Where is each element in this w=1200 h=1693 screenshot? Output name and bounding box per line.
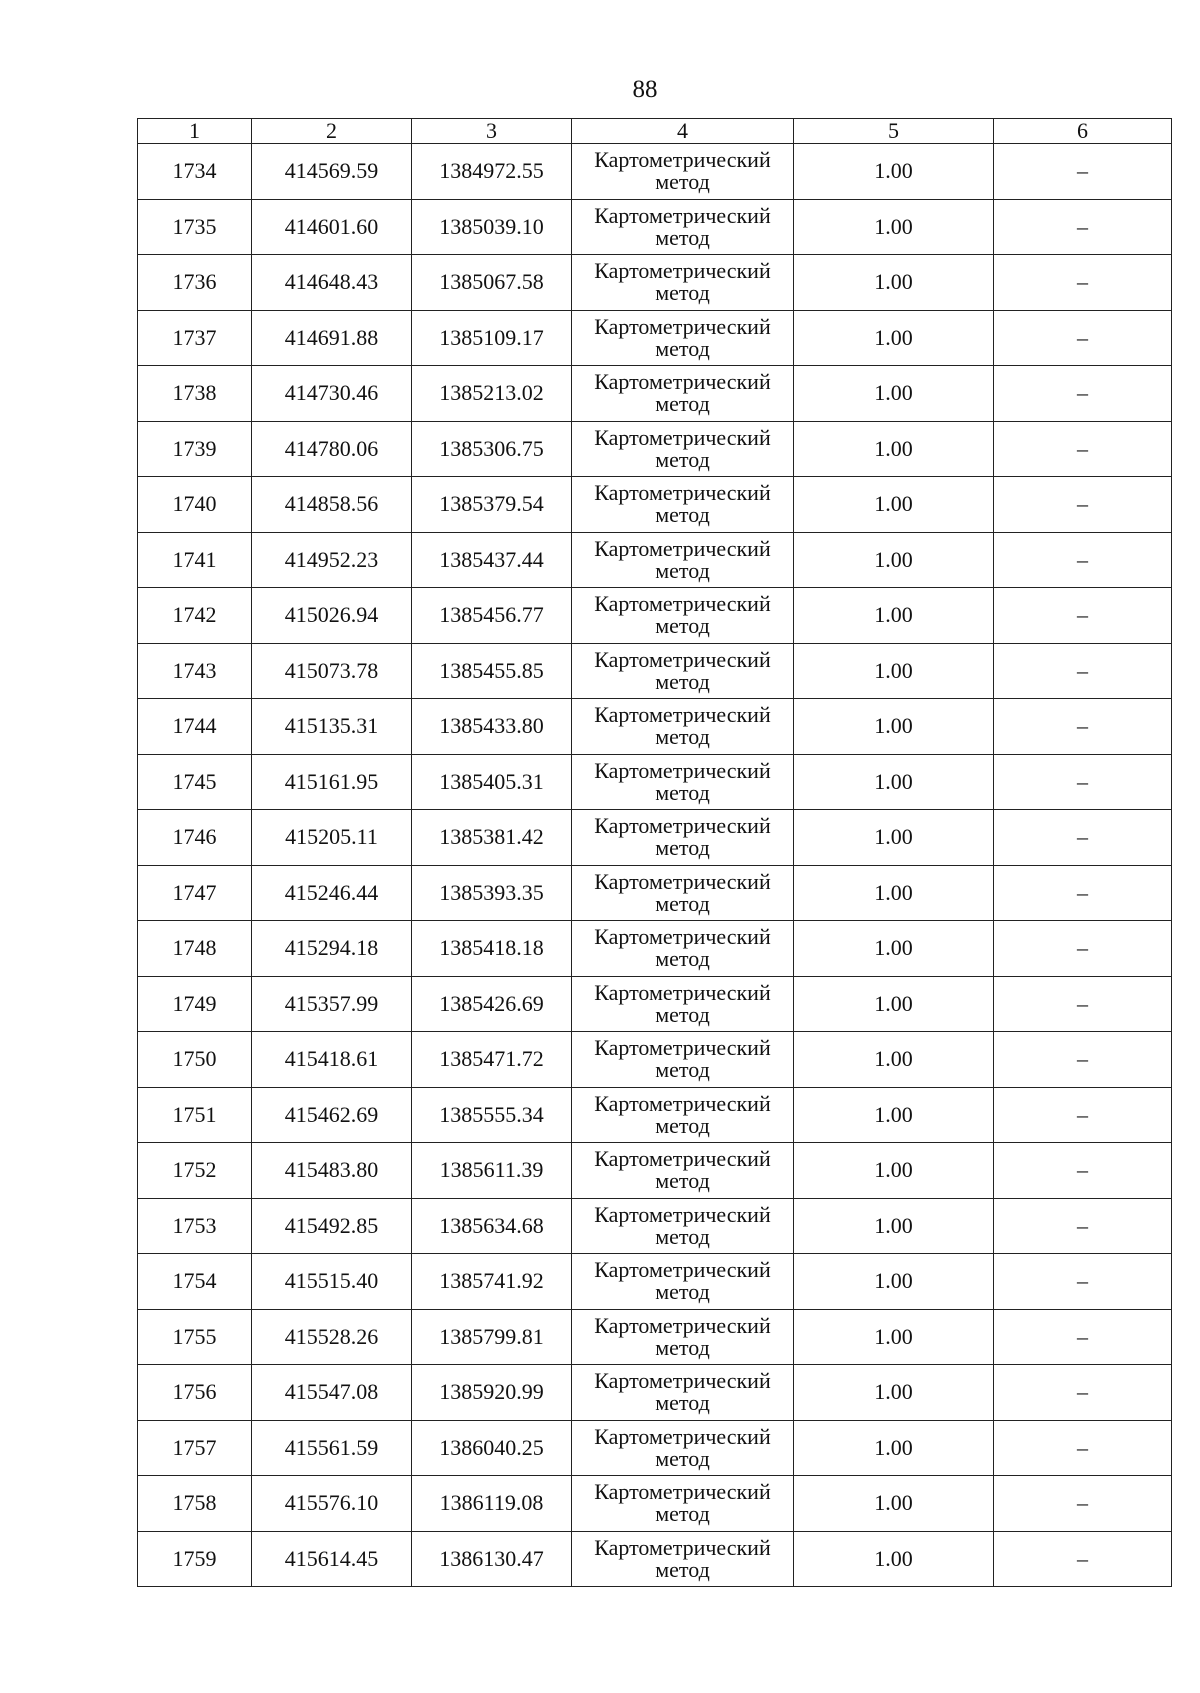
method-text-line2: метод (655, 1334, 710, 1360)
method-cell (572, 810, 794, 866)
point-number-cell: 1735 (138, 199, 252, 255)
method-text-line2: метод (655, 835, 710, 861)
method-text-line2: метод (655, 1390, 710, 1416)
accuracy-cell: 1.00 (794, 144, 994, 200)
table-row (138, 754, 1172, 810)
note-cell: – (994, 366, 1172, 422)
method-cell (572, 1365, 794, 1421)
y-coordinate-cell: 1385741.92 (412, 1254, 572, 1310)
column-header: 1 (138, 119, 252, 144)
table-body (138, 144, 1172, 1587)
table-row (138, 1420, 1172, 1476)
x-coordinate-cell: 414730.46 (252, 366, 412, 422)
point-number-cell: 1737 (138, 310, 252, 366)
method-cell (572, 588, 794, 644)
method-cell (572, 643, 794, 699)
note-cell: – (994, 921, 1172, 977)
page-number: 88 (632, 76, 658, 103)
method-cell (572, 199, 794, 255)
y-coordinate-cell: 1385405.31 (412, 754, 572, 810)
method-text-line1: Картометрический (594, 757, 771, 783)
column-header: 3 (412, 119, 572, 144)
y-coordinate-cell: 1385456.77 (412, 588, 572, 644)
method-cell (572, 1087, 794, 1143)
x-coordinate-cell: 415547.08 (252, 1365, 412, 1421)
note-cell: – (994, 1531, 1172, 1587)
method-cell (572, 865, 794, 921)
method-text-line1: Картометрический (594, 1090, 771, 1116)
table-row (138, 144, 1172, 200)
accuracy-cell: 1.00 (794, 255, 994, 311)
note-cell: – (994, 976, 1172, 1032)
y-coordinate-cell: 1384972.55 (412, 144, 572, 200)
note-cell: – (994, 477, 1172, 533)
method-text-line2: метод (655, 890, 710, 916)
table-header-row (138, 119, 1172, 144)
y-coordinate-cell: 1385455.85 (412, 643, 572, 699)
method-cell (572, 921, 794, 977)
x-coordinate-cell: 415357.99 (252, 976, 412, 1032)
method-text-line1: Картометрический (594, 1368, 771, 1394)
x-coordinate-cell: 414601.60 (252, 199, 412, 255)
method-cell (572, 421, 794, 477)
accuracy-cell: 1.00 (794, 810, 994, 866)
method-text-line1: Картометрический (594, 924, 771, 950)
note-cell: – (994, 310, 1172, 366)
accuracy-cell: 1.00 (794, 1087, 994, 1143)
x-coordinate-cell: 414648.43 (252, 255, 412, 311)
table-row (138, 1198, 1172, 1254)
method-text-line2: метод (655, 280, 710, 306)
x-coordinate-cell: 415576.10 (252, 1476, 412, 1532)
column-header: 4 (572, 119, 794, 144)
point-number-cell: 1738 (138, 366, 252, 422)
x-coordinate-cell: 415528.26 (252, 1309, 412, 1365)
y-coordinate-cell: 1385433.80 (412, 699, 572, 755)
point-number-cell: 1758 (138, 1476, 252, 1532)
table-row (138, 699, 1172, 755)
method-text-line1: Картометрический (594, 1257, 771, 1283)
y-coordinate-cell: 1385379.54 (412, 477, 572, 533)
point-number-cell: 1754 (138, 1254, 252, 1310)
x-coordinate-cell: 415073.78 (252, 643, 412, 699)
accuracy-cell: 1.00 (794, 310, 994, 366)
table-row (138, 1531, 1172, 1587)
method-text-line1: Картометрический (594, 147, 771, 173)
accuracy-cell: 1.00 (794, 1365, 994, 1421)
method-text-line2: метод (655, 1112, 710, 1138)
accuracy-cell: 1.00 (794, 532, 994, 588)
y-coordinate-cell: 1385381.42 (412, 810, 572, 866)
x-coordinate-cell: 415246.44 (252, 865, 412, 921)
method-cell (572, 754, 794, 810)
y-coordinate-cell: 1385555.34 (412, 1087, 572, 1143)
method-text-line2: метод (655, 779, 710, 805)
table-row (138, 255, 1172, 311)
x-coordinate-cell: 415483.80 (252, 1143, 412, 1199)
note-cell: – (994, 865, 1172, 921)
x-coordinate-cell: 415418.61 (252, 1032, 412, 1088)
method-text-line1: Картометрический (594, 1035, 771, 1061)
x-coordinate-cell: 414569.59 (252, 144, 412, 200)
table-row (138, 865, 1172, 921)
method-cell (572, 1254, 794, 1310)
note-cell: – (994, 421, 1172, 477)
method-cell (572, 699, 794, 755)
x-coordinate-cell: 415026.94 (252, 588, 412, 644)
method-text-line1: Картометрический (594, 1534, 771, 1560)
y-coordinate-cell: 1385393.35 (412, 865, 572, 921)
x-coordinate-cell: 415561.59 (252, 1420, 412, 1476)
y-coordinate-cell: 1385799.81 (412, 1309, 572, 1365)
accuracy-cell: 1.00 (794, 1476, 994, 1532)
note-cell: – (994, 1143, 1172, 1199)
point-number-cell: 1736 (138, 255, 252, 311)
accuracy-cell: 1.00 (794, 1143, 994, 1199)
y-coordinate-cell: 1385418.18 (412, 921, 572, 977)
point-number-cell: 1742 (138, 588, 252, 644)
accuracy-cell: 1.00 (794, 754, 994, 810)
table-row (138, 1476, 1172, 1532)
point-number-cell: 1749 (138, 976, 252, 1032)
method-text-line2: метод (655, 1168, 710, 1194)
method-text-line1: Картометрический (594, 1312, 771, 1338)
method-text-line2: метод (655, 1501, 710, 1527)
y-coordinate-cell: 1386040.25 (412, 1420, 572, 1476)
x-coordinate-cell: 415205.11 (252, 810, 412, 866)
point-number-cell: 1753 (138, 1198, 252, 1254)
point-number-cell: 1743 (138, 643, 252, 699)
method-cell (572, 976, 794, 1032)
method-text-line1: Картометрический (594, 813, 771, 839)
accuracy-cell: 1.00 (794, 1309, 994, 1365)
table-row (138, 477, 1172, 533)
method-text-line1: Картометрический (594, 1201, 771, 1227)
method-text-line1: Картометрический (594, 702, 771, 728)
note-cell: – (994, 1198, 1172, 1254)
method-text-line2: метод (655, 1279, 710, 1305)
table-row (138, 643, 1172, 699)
coordinates-table (137, 118, 1172, 1587)
method-text-line2: метод (655, 946, 710, 972)
y-coordinate-cell: 1386119.08 (412, 1476, 572, 1532)
y-coordinate-cell: 1385920.99 (412, 1365, 572, 1421)
method-text-line2: метод (655, 668, 710, 694)
method-text-line2: метод (655, 613, 710, 639)
accuracy-cell: 1.00 (794, 643, 994, 699)
method-cell (572, 1198, 794, 1254)
point-number-cell: 1745 (138, 754, 252, 810)
method-text-line1: Картометрический (594, 424, 771, 450)
method-cell (572, 366, 794, 422)
point-number-cell: 1744 (138, 699, 252, 755)
accuracy-cell: 1.00 (794, 1032, 994, 1088)
y-coordinate-cell: 1385306.75 (412, 421, 572, 477)
method-cell (572, 532, 794, 588)
x-coordinate-cell: 415294.18 (252, 921, 412, 977)
accuracy-cell: 1.00 (794, 1531, 994, 1587)
method-text-line2: метод (655, 724, 710, 750)
x-coordinate-cell: 415462.69 (252, 1087, 412, 1143)
method-text-line2: метод (655, 391, 710, 417)
point-number-cell: 1746 (138, 810, 252, 866)
table-row (138, 1309, 1172, 1365)
method-cell (572, 1309, 794, 1365)
y-coordinate-cell: 1386130.47 (412, 1531, 572, 1587)
method-cell (572, 1531, 794, 1587)
method-text-line2: метод (655, 335, 710, 361)
y-coordinate-cell: 1385426.69 (412, 976, 572, 1032)
table-row (138, 588, 1172, 644)
method-text-line1: Картометрический (594, 1479, 771, 1505)
method-text-line1: Картометрический (594, 202, 771, 228)
method-text-line1: Картометрический (594, 369, 771, 395)
table-row (138, 1365, 1172, 1421)
table-row (138, 1254, 1172, 1310)
accuracy-cell: 1.00 (794, 1420, 994, 1476)
note-cell: – (994, 1476, 1172, 1532)
method-text-line2: метод (655, 1001, 710, 1027)
note-cell: – (994, 1309, 1172, 1365)
accuracy-cell: 1.00 (794, 921, 994, 977)
note-cell: – (994, 1365, 1172, 1421)
point-number-cell: 1741 (138, 532, 252, 588)
table-row (138, 1032, 1172, 1088)
point-number-cell: 1755 (138, 1309, 252, 1365)
accuracy-cell: 1.00 (794, 865, 994, 921)
table-row (138, 976, 1172, 1032)
method-text-line2: метод (655, 1057, 710, 1083)
note-cell: – (994, 144, 1172, 200)
method-cell (572, 1420, 794, 1476)
y-coordinate-cell: 1385039.10 (412, 199, 572, 255)
column-header: 2 (252, 119, 412, 144)
table-row (138, 1087, 1172, 1143)
point-number-cell: 1752 (138, 1143, 252, 1199)
accuracy-cell: 1.00 (794, 699, 994, 755)
accuracy-cell: 1.00 (794, 421, 994, 477)
column-header: 6 (994, 119, 1172, 144)
x-coordinate-cell: 414691.88 (252, 310, 412, 366)
note-cell: – (994, 699, 1172, 755)
method-text-line2: метод (655, 557, 710, 583)
method-cell (572, 144, 794, 200)
method-text-line2: метод (655, 1556, 710, 1582)
accuracy-cell: 1.00 (794, 199, 994, 255)
note-cell: – (994, 532, 1172, 588)
method-text-line2: метод (655, 1223, 710, 1249)
x-coordinate-cell: 414858.56 (252, 477, 412, 533)
accuracy-cell: 1.00 (794, 976, 994, 1032)
table-row (138, 421, 1172, 477)
method-text-line2: метод (655, 446, 710, 472)
y-coordinate-cell: 1385634.68 (412, 1198, 572, 1254)
point-number-cell: 1759 (138, 1531, 252, 1587)
table-row (138, 1143, 1172, 1199)
point-number-cell: 1734 (138, 144, 252, 200)
method-cell (572, 255, 794, 311)
method-text-line1: Картометрический (594, 1146, 771, 1172)
note-cell: – (994, 1032, 1172, 1088)
method-text-line1: Картометрический (594, 1423, 771, 1449)
method-text-line2: метод (655, 169, 710, 195)
x-coordinate-cell: 415492.85 (252, 1198, 412, 1254)
y-coordinate-cell: 1385067.58 (412, 255, 572, 311)
table-row (138, 366, 1172, 422)
y-coordinate-cell: 1385437.44 (412, 532, 572, 588)
point-number-cell: 1756 (138, 1365, 252, 1421)
point-number-cell: 1739 (138, 421, 252, 477)
y-coordinate-cell: 1385109.17 (412, 310, 572, 366)
y-coordinate-cell: 1385611.39 (412, 1143, 572, 1199)
note-cell: – (994, 810, 1172, 866)
note-cell: – (994, 255, 1172, 311)
accuracy-cell: 1.00 (794, 1254, 994, 1310)
method-text-line1: Картометрический (594, 646, 771, 672)
method-cell (572, 477, 794, 533)
method-text-line2: метод (655, 224, 710, 250)
method-text-line1: Картометрический (594, 535, 771, 561)
x-coordinate-cell: 414952.23 (252, 532, 412, 588)
point-number-cell: 1750 (138, 1032, 252, 1088)
note-cell: – (994, 754, 1172, 810)
note-cell: – (994, 643, 1172, 699)
accuracy-cell: 1.00 (794, 588, 994, 644)
column-header: 5 (794, 119, 994, 144)
accuracy-cell: 1.00 (794, 366, 994, 422)
note-cell: – (994, 199, 1172, 255)
point-number-cell: 1740 (138, 477, 252, 533)
method-cell (572, 1476, 794, 1532)
method-text-line1: Картометрический (594, 591, 771, 617)
note-cell: – (994, 588, 1172, 644)
x-coordinate-cell: 415515.40 (252, 1254, 412, 1310)
table-row (138, 921, 1172, 977)
table-row (138, 310, 1172, 366)
method-text-line1: Картометрический (594, 313, 771, 339)
x-coordinate-cell: 414780.06 (252, 421, 412, 477)
y-coordinate-cell: 1385213.02 (412, 366, 572, 422)
method-text-line1: Картометрический (594, 258, 771, 284)
table-row (138, 199, 1172, 255)
table-row (138, 532, 1172, 588)
point-number-cell: 1751 (138, 1087, 252, 1143)
point-number-cell: 1757 (138, 1420, 252, 1476)
note-cell: – (994, 1087, 1172, 1143)
method-cell (572, 310, 794, 366)
method-text-line2: метод (655, 1445, 710, 1471)
note-cell: – (994, 1420, 1172, 1476)
point-number-cell: 1748 (138, 921, 252, 977)
table-row (138, 810, 1172, 866)
accuracy-cell: 1.00 (794, 477, 994, 533)
x-coordinate-cell: 415614.45 (252, 1531, 412, 1587)
method-text-line2: метод (655, 502, 710, 528)
method-cell (572, 1032, 794, 1088)
method-text-line1: Картометрический (594, 979, 771, 1005)
method-text-line1: Картометрический (594, 868, 771, 894)
method-text-line1: Картометрический (594, 480, 771, 506)
method-cell (572, 1143, 794, 1199)
x-coordinate-cell: 415161.95 (252, 754, 412, 810)
point-number-cell: 1747 (138, 865, 252, 921)
x-coordinate-cell: 415135.31 (252, 699, 412, 755)
y-coordinate-cell: 1385471.72 (412, 1032, 572, 1088)
accuracy-cell: 1.00 (794, 1198, 994, 1254)
note-cell: – (994, 1254, 1172, 1310)
